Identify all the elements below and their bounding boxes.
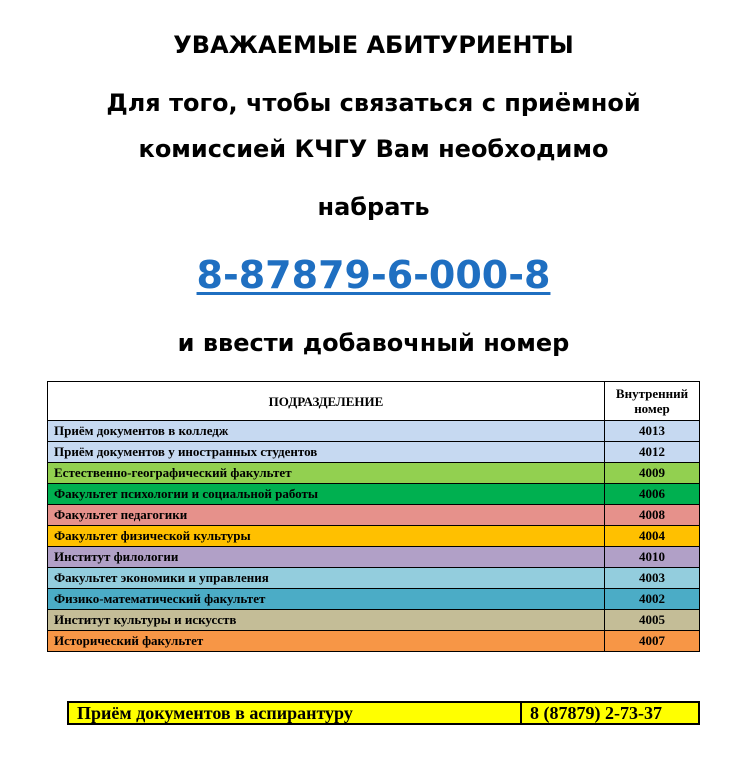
extension-number: 4009 <box>605 463 700 484</box>
department-extensions-table <box>47 381 700 652</box>
table-row <box>48 484 700 505</box>
table-row <box>48 421 700 442</box>
extension-number: 4008 <box>605 505 700 526</box>
extension-number: 4003 <box>605 568 700 589</box>
department-name: Институт культуры и искусств <box>48 610 605 631</box>
aspirant-phone: 8 (87879) 2-73-37 <box>521 702 699 724</box>
department-name: Факультет психологии и социальной работы <box>48 484 605 505</box>
extension-number: 4004 <box>605 526 700 547</box>
table-row <box>48 526 700 547</box>
table-row <box>48 547 700 568</box>
department-name: Приём документов в колледж <box>48 421 605 442</box>
extension-number: 4002 <box>605 589 700 610</box>
extension-number: 4013 <box>605 421 700 442</box>
aspirant-contact-table <box>67 701 700 725</box>
extension-number: 4005 <box>605 610 700 631</box>
department-name: Приём документов у иностранных студентов <box>48 442 605 463</box>
table-row <box>48 589 700 610</box>
extension-number: 4006 <box>605 484 700 505</box>
department-name: Естественно-географический факультет <box>48 463 605 484</box>
table-row <box>48 505 700 526</box>
aspirant-label: Приём документов в аспирантуру <box>68 702 521 724</box>
instruction-line-1: Для того, чтобы связаться с приёмной <box>106 89 641 117</box>
aspirant-row <box>68 702 699 724</box>
page-title: УВАЖАЕМЫЕ АБИТУРИЕНТЫ <box>173 31 574 59</box>
table-row <box>48 442 700 463</box>
main-phone-link[interactable]: 8-87879-6-000-8 <box>196 253 551 297</box>
table-row <box>48 568 700 589</box>
table-row <box>48 463 700 484</box>
department-name: Исторический факультет <box>48 631 605 652</box>
department-name: Институт филологии <box>48 547 605 568</box>
extension-number: 4007 <box>605 631 700 652</box>
instruction-line-2: комиссией КЧГУ Вам необходимо <box>138 135 609 163</box>
extension-number: 4010 <box>605 547 700 568</box>
department-name: Физико-математический факультет <box>48 589 605 610</box>
table-row <box>48 631 700 652</box>
instruction-line-4: и ввести добавочный номер <box>177 329 570 357</box>
table-row <box>48 610 700 631</box>
department-name: Факультет физической культуры <box>48 526 605 547</box>
instruction-line-3: набрать <box>317 193 430 221</box>
header-extension: Внутренний номер <box>605 382 700 421</box>
extension-number: 4012 <box>605 442 700 463</box>
header-department: ПОДРАЗДЕЛЕНИЕ <box>48 382 605 421</box>
department-name: Факультет экономики и управления <box>48 568 605 589</box>
table-body <box>48 421 700 652</box>
table-header-row <box>48 382 700 421</box>
department-name: Факультет педагогики <box>48 505 605 526</box>
